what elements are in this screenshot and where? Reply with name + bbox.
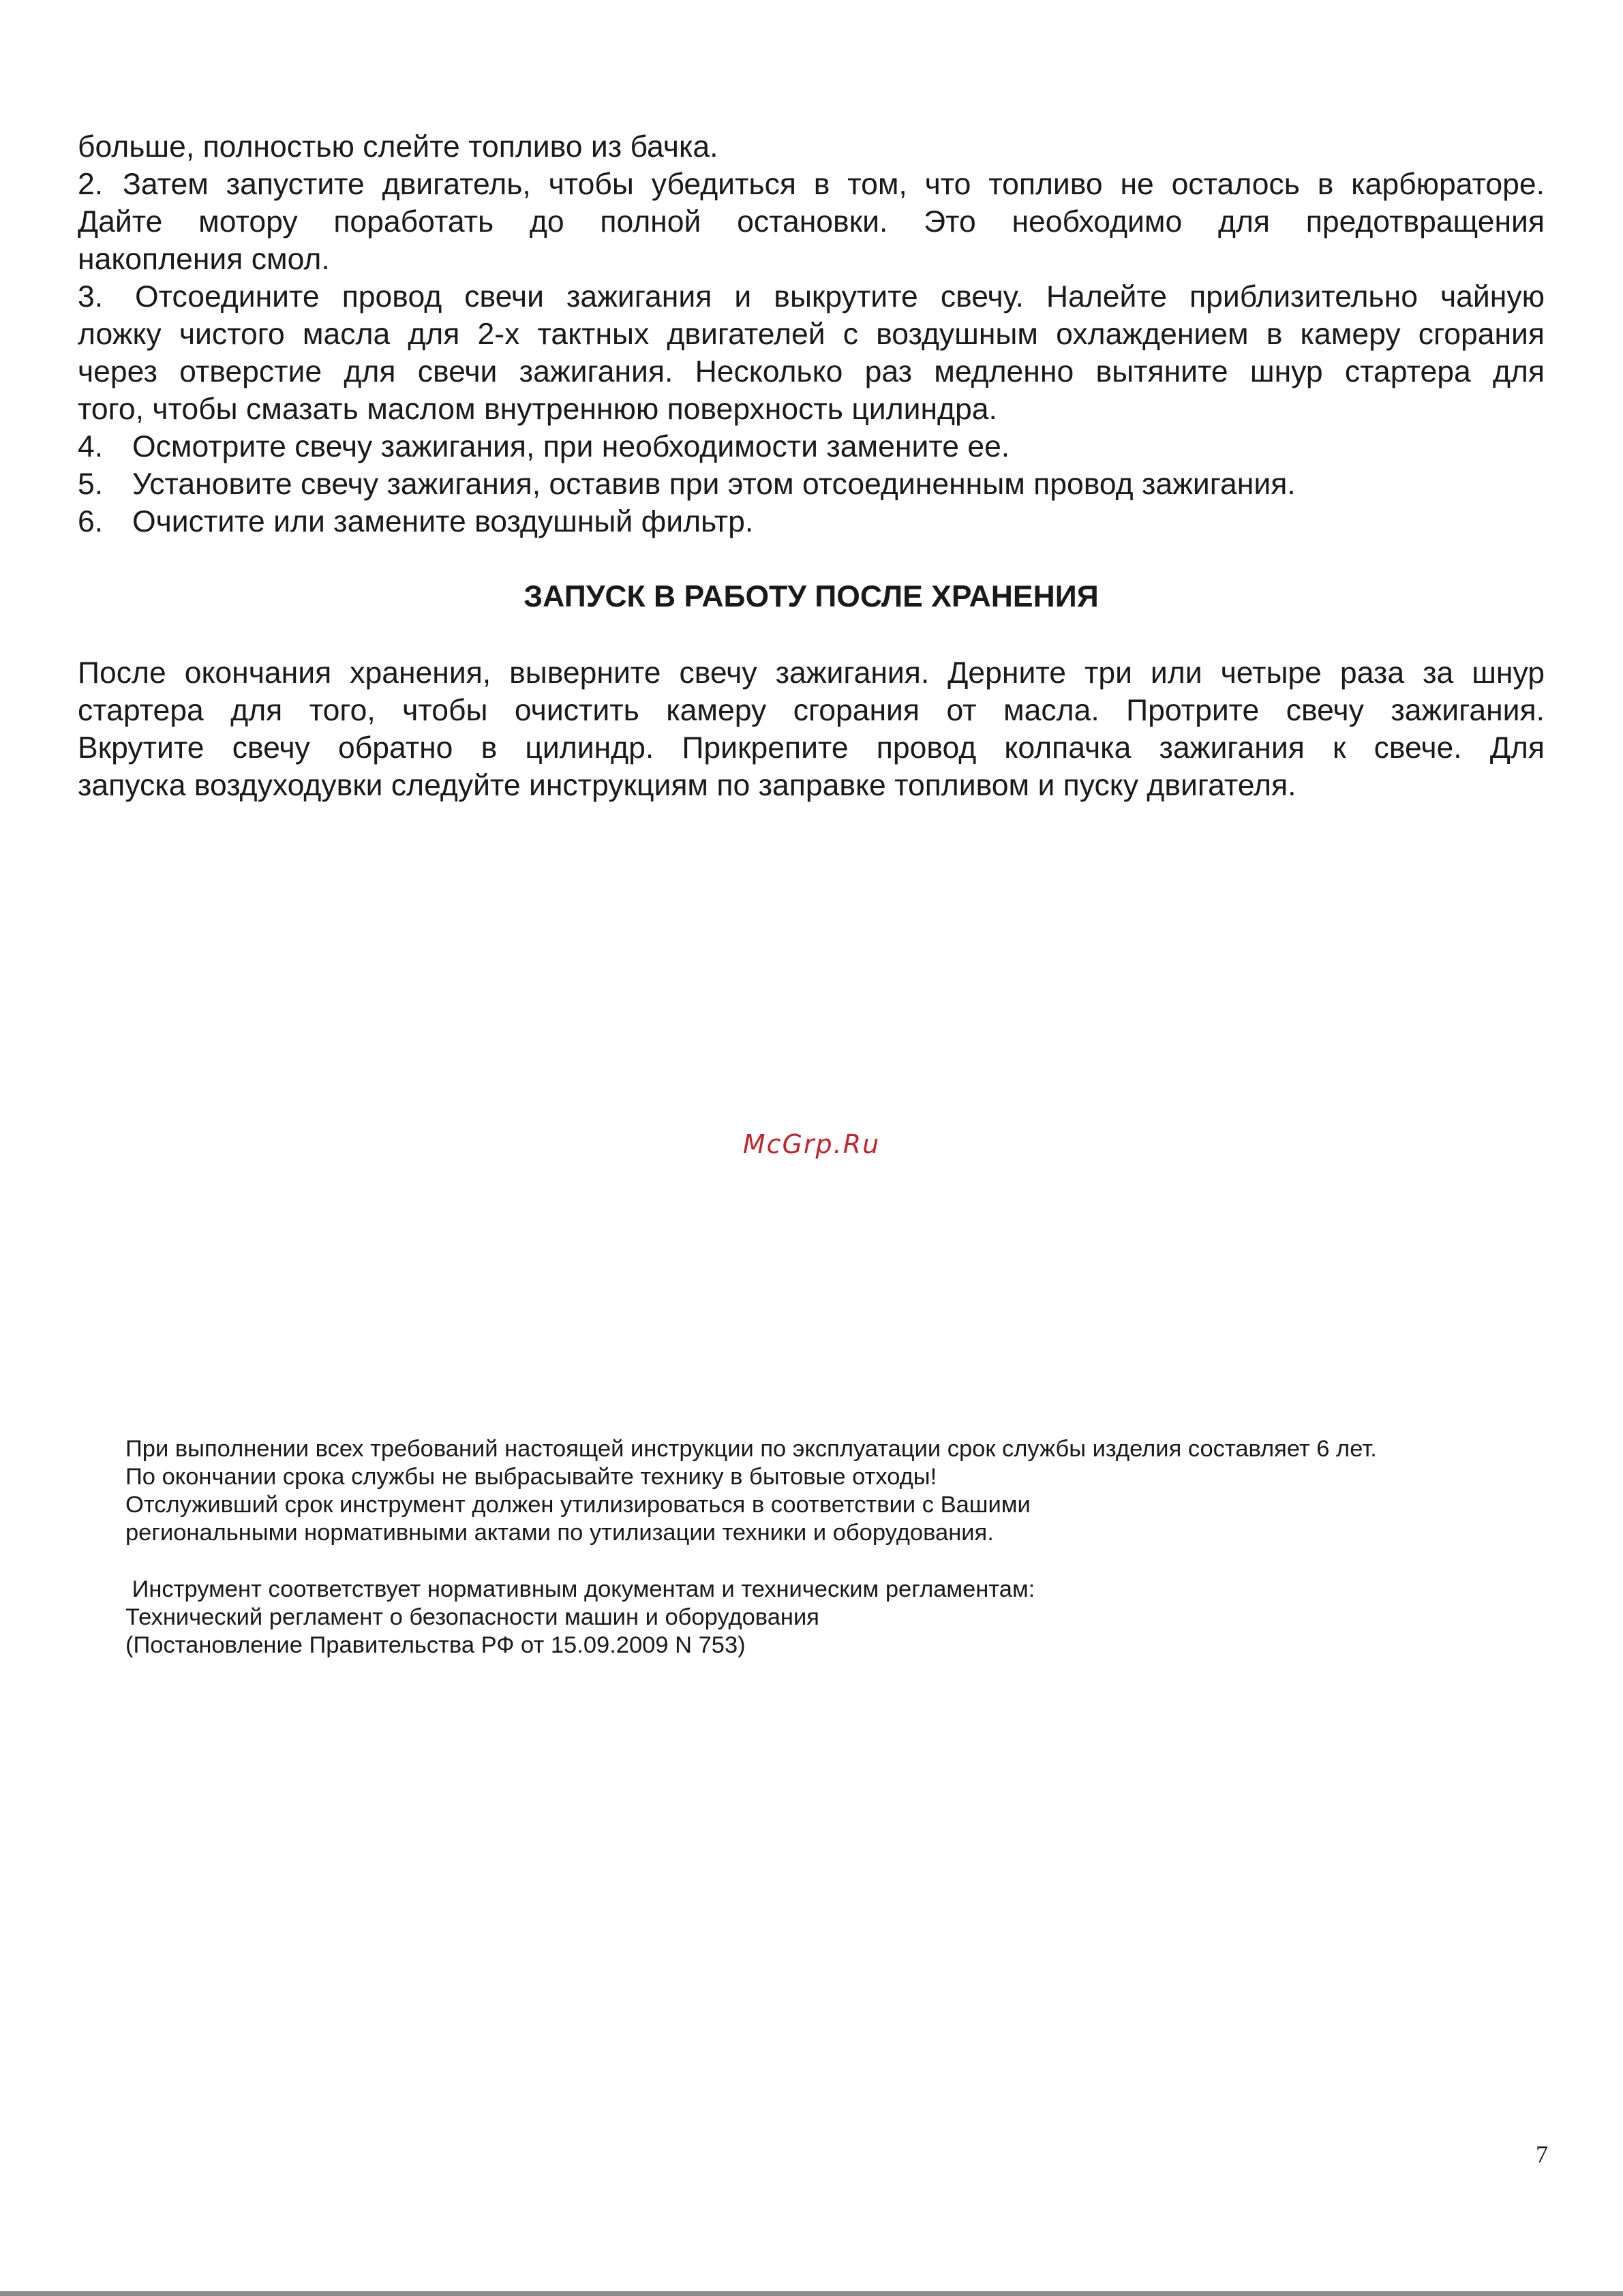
instruction-line <box>78 278 1545 316</box>
item-text: Установите свечу зажигания, оставив при этом отсоединенным провод зажигания. <box>132 468 1296 501</box>
watermark: McGrp.Ru <box>742 1129 881 1159</box>
notice-line: Технический регламент о безопасности машин и оборудования <box>125 1604 819 1630</box>
instruction-item-3 <box>78 278 1545 428</box>
standards-notice <box>125 1576 1523 1659</box>
notice-line: Инструмент соответствует нормативным документам и техническим регламентам: <box>125 1576 1035 1602</box>
service-life-notice <box>125 1435 1523 1547</box>
notice-line: По окончании срока службы не выбрасывайте технику в бытовые отходы! <box>125 1464 937 1490</box>
instruction-item-4 <box>78 428 1545 465</box>
item-text: Отсоедините провод свечи зажигания и выкрутите свечу. Налейте приблизительно чайную <box>135 280 1545 313</box>
section-paragraph <box>78 654 1545 804</box>
section-heading: ЗАПУСК В РАБОТУ ПОСЛЕ ХРАНЕНИЯ <box>524 580 1099 613</box>
page-bottom-divider <box>0 2291 1623 2296</box>
instruction-item-6 <box>78 503 1545 540</box>
item-number: 5. <box>78 468 104 501</box>
item-number: 2. <box>78 168 104 201</box>
instructions-continued <box>78 128 1545 540</box>
paragraph-line: стартера для того, чтобы очистить камеру сгорания от масла. Протрите свечу зажигания. <box>78 694 1545 727</box>
instruction-line: Дайте мотору поработать до полной остановки. Это необходимо для предотвращения <box>78 205 1545 239</box>
instruction-item-5 <box>78 465 1545 503</box>
paragraph-line: Вкрутите свечу обратно в цилиндр. Прикрепите провод колпачка зажигания к свече. Для <box>78 731 1545 765</box>
instruction-line: больше, полностью слейте топливо из бачка. <box>78 130 718 164</box>
paragraph-line: После окончания хранения, выверните свечу зажигания. Дерните три или четыре раза за шнур <box>78 656 1545 690</box>
notice-line: региональными нормативными актами по утилизации техники и оборудования. <box>125 1520 994 1546</box>
instruction-line: через отверстие для свечи зажигания. Несколько раз медленно вытяните шнур стартера для <box>78 355 1545 388</box>
item-number: 3. <box>78 280 104 313</box>
instruction-line: того, чтобы смазать маслом внутреннюю поверхность цилиндра. <box>78 393 997 426</box>
item-text: Осмотрите свечу зажигания, при необходимости замените ее. <box>132 430 1010 463</box>
item-text: Затем запустите двигатель, чтобы убедиться в том, что топливо не осталось в карбюраторе. <box>123 168 1545 201</box>
notice-line: (Постановление Правительства РФ от 15.09.2009 N 753) <box>125 1632 746 1658</box>
instruction-item-2 <box>78 166 1545 278</box>
item-number: 4. <box>78 430 104 463</box>
instruction-line: накопления смол. <box>78 243 330 276</box>
notice-line: При выполнении всех требований настоящей инструкции по эксплуатации срок службы изделия составляет 6 лет. <box>125 1436 1377 1462</box>
notice-line: Отслуживший срок инструмент должен утилизироваться в соответствии с Вашими <box>125 1492 1031 1518</box>
item-number: 6. <box>78 505 104 538</box>
page-number: 7 <box>1536 2141 1548 2168</box>
item-text: Очистите или замените воздушный фильтр. <box>132 505 754 538</box>
paragraph-line: запуска воздуходувки следуйте инструкциям по заправке топливом и пуску двигателя. <box>78 769 1296 802</box>
instruction-line <box>78 166 1545 203</box>
instruction-line: ложку чистого масла для 2-х тактных двигателей с воздушным охлаждением в камеру сгорания <box>78 318 1545 351</box>
